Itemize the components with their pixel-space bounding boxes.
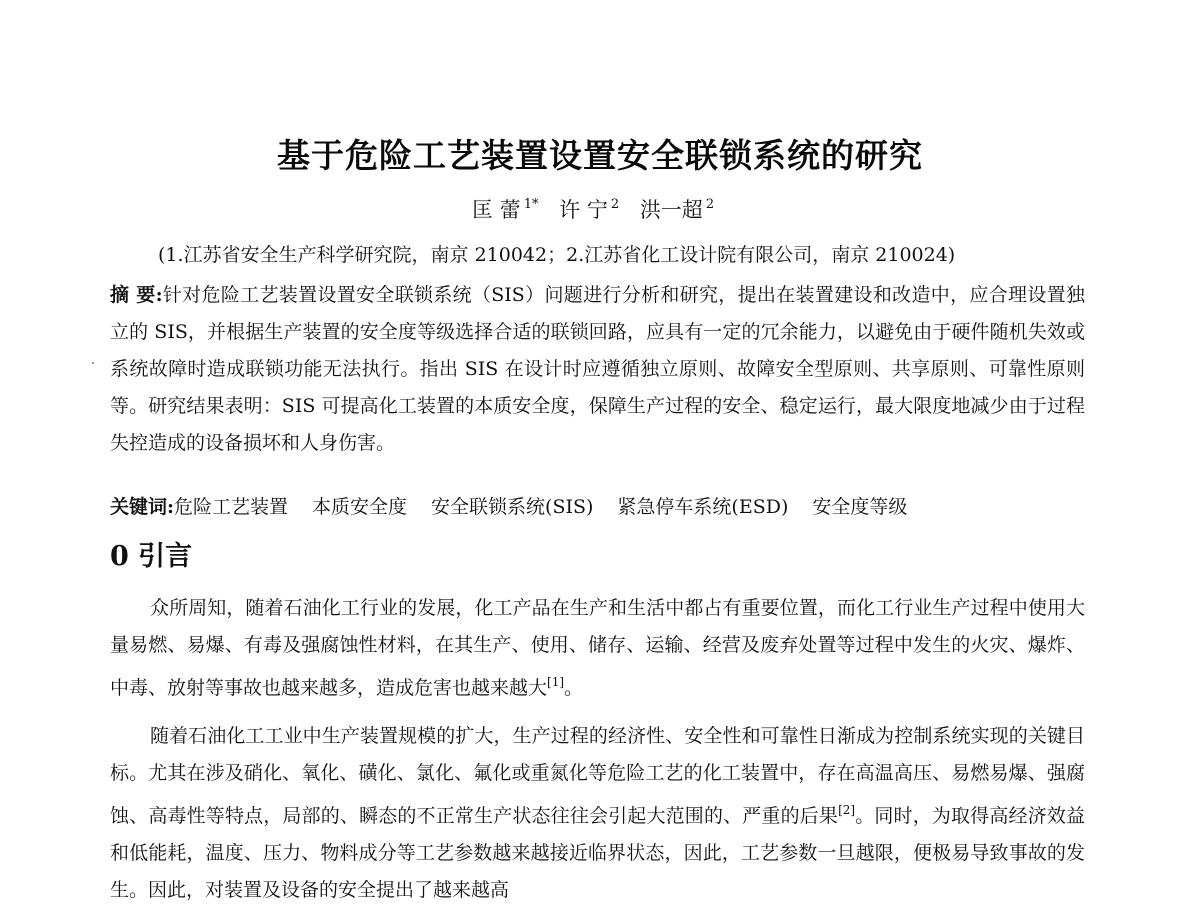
keyword-item: 安全联锁系统(SIS) bbox=[431, 496, 594, 518]
author-2 bbox=[559, 198, 619, 222]
keyword-item: 本质安全度 bbox=[312, 496, 408, 518]
paragraph-1 bbox=[110, 590, 1085, 707]
abstract-text: 针对危险工艺装置设置安全联锁系统（SIS）问题进行分析和研究，提出在装置建设和改造中，应合理设置独立的 SIS，并根据生产装置的安全度等级选择合适的联锁回路，应具有一定的冗余能力，以避免由于硬件随机失效或系统故障时造成联锁功能无法执行。指出 SIS 在设计时应遵循独立原则、故障安全型原则、共享原则、可靠性原则等。研究结果表明：SIS 可提高化工装置的本质安全度，保障生产过程的安全、稳定运行，最大限度地减少由于过程失控造成的设备损坏和人身伤害。 bbox=[110, 284, 1085, 454]
author-3-name: 洪一超 bbox=[639, 198, 703, 222]
paragraph-2-text: 随着石油化工工业中生产装置规模的扩大，生产过程的经济性、安全性和可靠性日渐成为控制系统实现的关键目标。尤其在涉及硝化、氧化、磺化、氯化、氟化或重氮化等危险工艺的化工装置中，存在高温高压、易燃易爆、强腐蚀、高毒性等特点，局部的、瞬态的不正常生产状态往往会引起大范围的、严重的后果 bbox=[110, 725, 1085, 827]
author-1 bbox=[472, 198, 538, 222]
paragraph-1-text: 众所周知，随着石油化工行业的发展，化工产品在生产和生活中都占有重要位置，而化工行业生产过程中使用大量易燃、易爆、有毒及强腐蚀性材料，在其生产、使用、储存、运输、经营及废弃处置等过程中发生的火灾、爆炸、中毒、放射等事故也越来越多，造成危害也越来越大 bbox=[110, 597, 1085, 699]
keywords bbox=[110, 492, 931, 519]
author-3 bbox=[640, 198, 714, 222]
author-list bbox=[472, 194, 728, 224]
author-2-sup: 2 bbox=[610, 197, 620, 212]
author-2-name: 许 宁 bbox=[559, 198, 608, 222]
section-heading: 0 引言 bbox=[110, 541, 193, 572]
paper-title: 基于危险工艺装置设置安全联锁系统的研究 bbox=[277, 136, 923, 175]
author-1-name: 匡 蕾 bbox=[472, 198, 521, 222]
citation-1: [1] bbox=[547, 675, 565, 689]
author-3-sup: 2 bbox=[705, 197, 715, 212]
author-1-sup: 1* bbox=[523, 197, 539, 212]
keyword-item: 紧急停车系统(ESD) bbox=[617, 496, 789, 518]
keywords-label: 关键词: bbox=[110, 496, 175, 518]
affiliation: (1.江苏省安全生产科学研究院，南京 210042；2.江苏省化工设计院有限公司，南京 210024) bbox=[158, 244, 956, 266]
paragraph-1-end: 。 bbox=[564, 677, 584, 699]
keyword-item: 安全度等级 bbox=[812, 496, 908, 518]
abstract bbox=[110, 277, 1085, 462]
paragraph-2-rest: 。同时，为取得高经济效益和低能耗，温度、压力、物料成分等工艺参数越来越接近临界状态，因此，工艺参数一旦越限，便极易导致事故的发生。因此，对装置及设备的安全提出了越来越高 bbox=[110, 805, 1085, 901]
keyword-item: 危险工艺装置 bbox=[174, 496, 289, 518]
paragraph-2 bbox=[110, 718, 1085, 909]
scan-speck bbox=[92, 362, 94, 364]
citation-2: [2] bbox=[838, 803, 856, 817]
abstract-label: 摘 要: bbox=[110, 284, 163, 306]
